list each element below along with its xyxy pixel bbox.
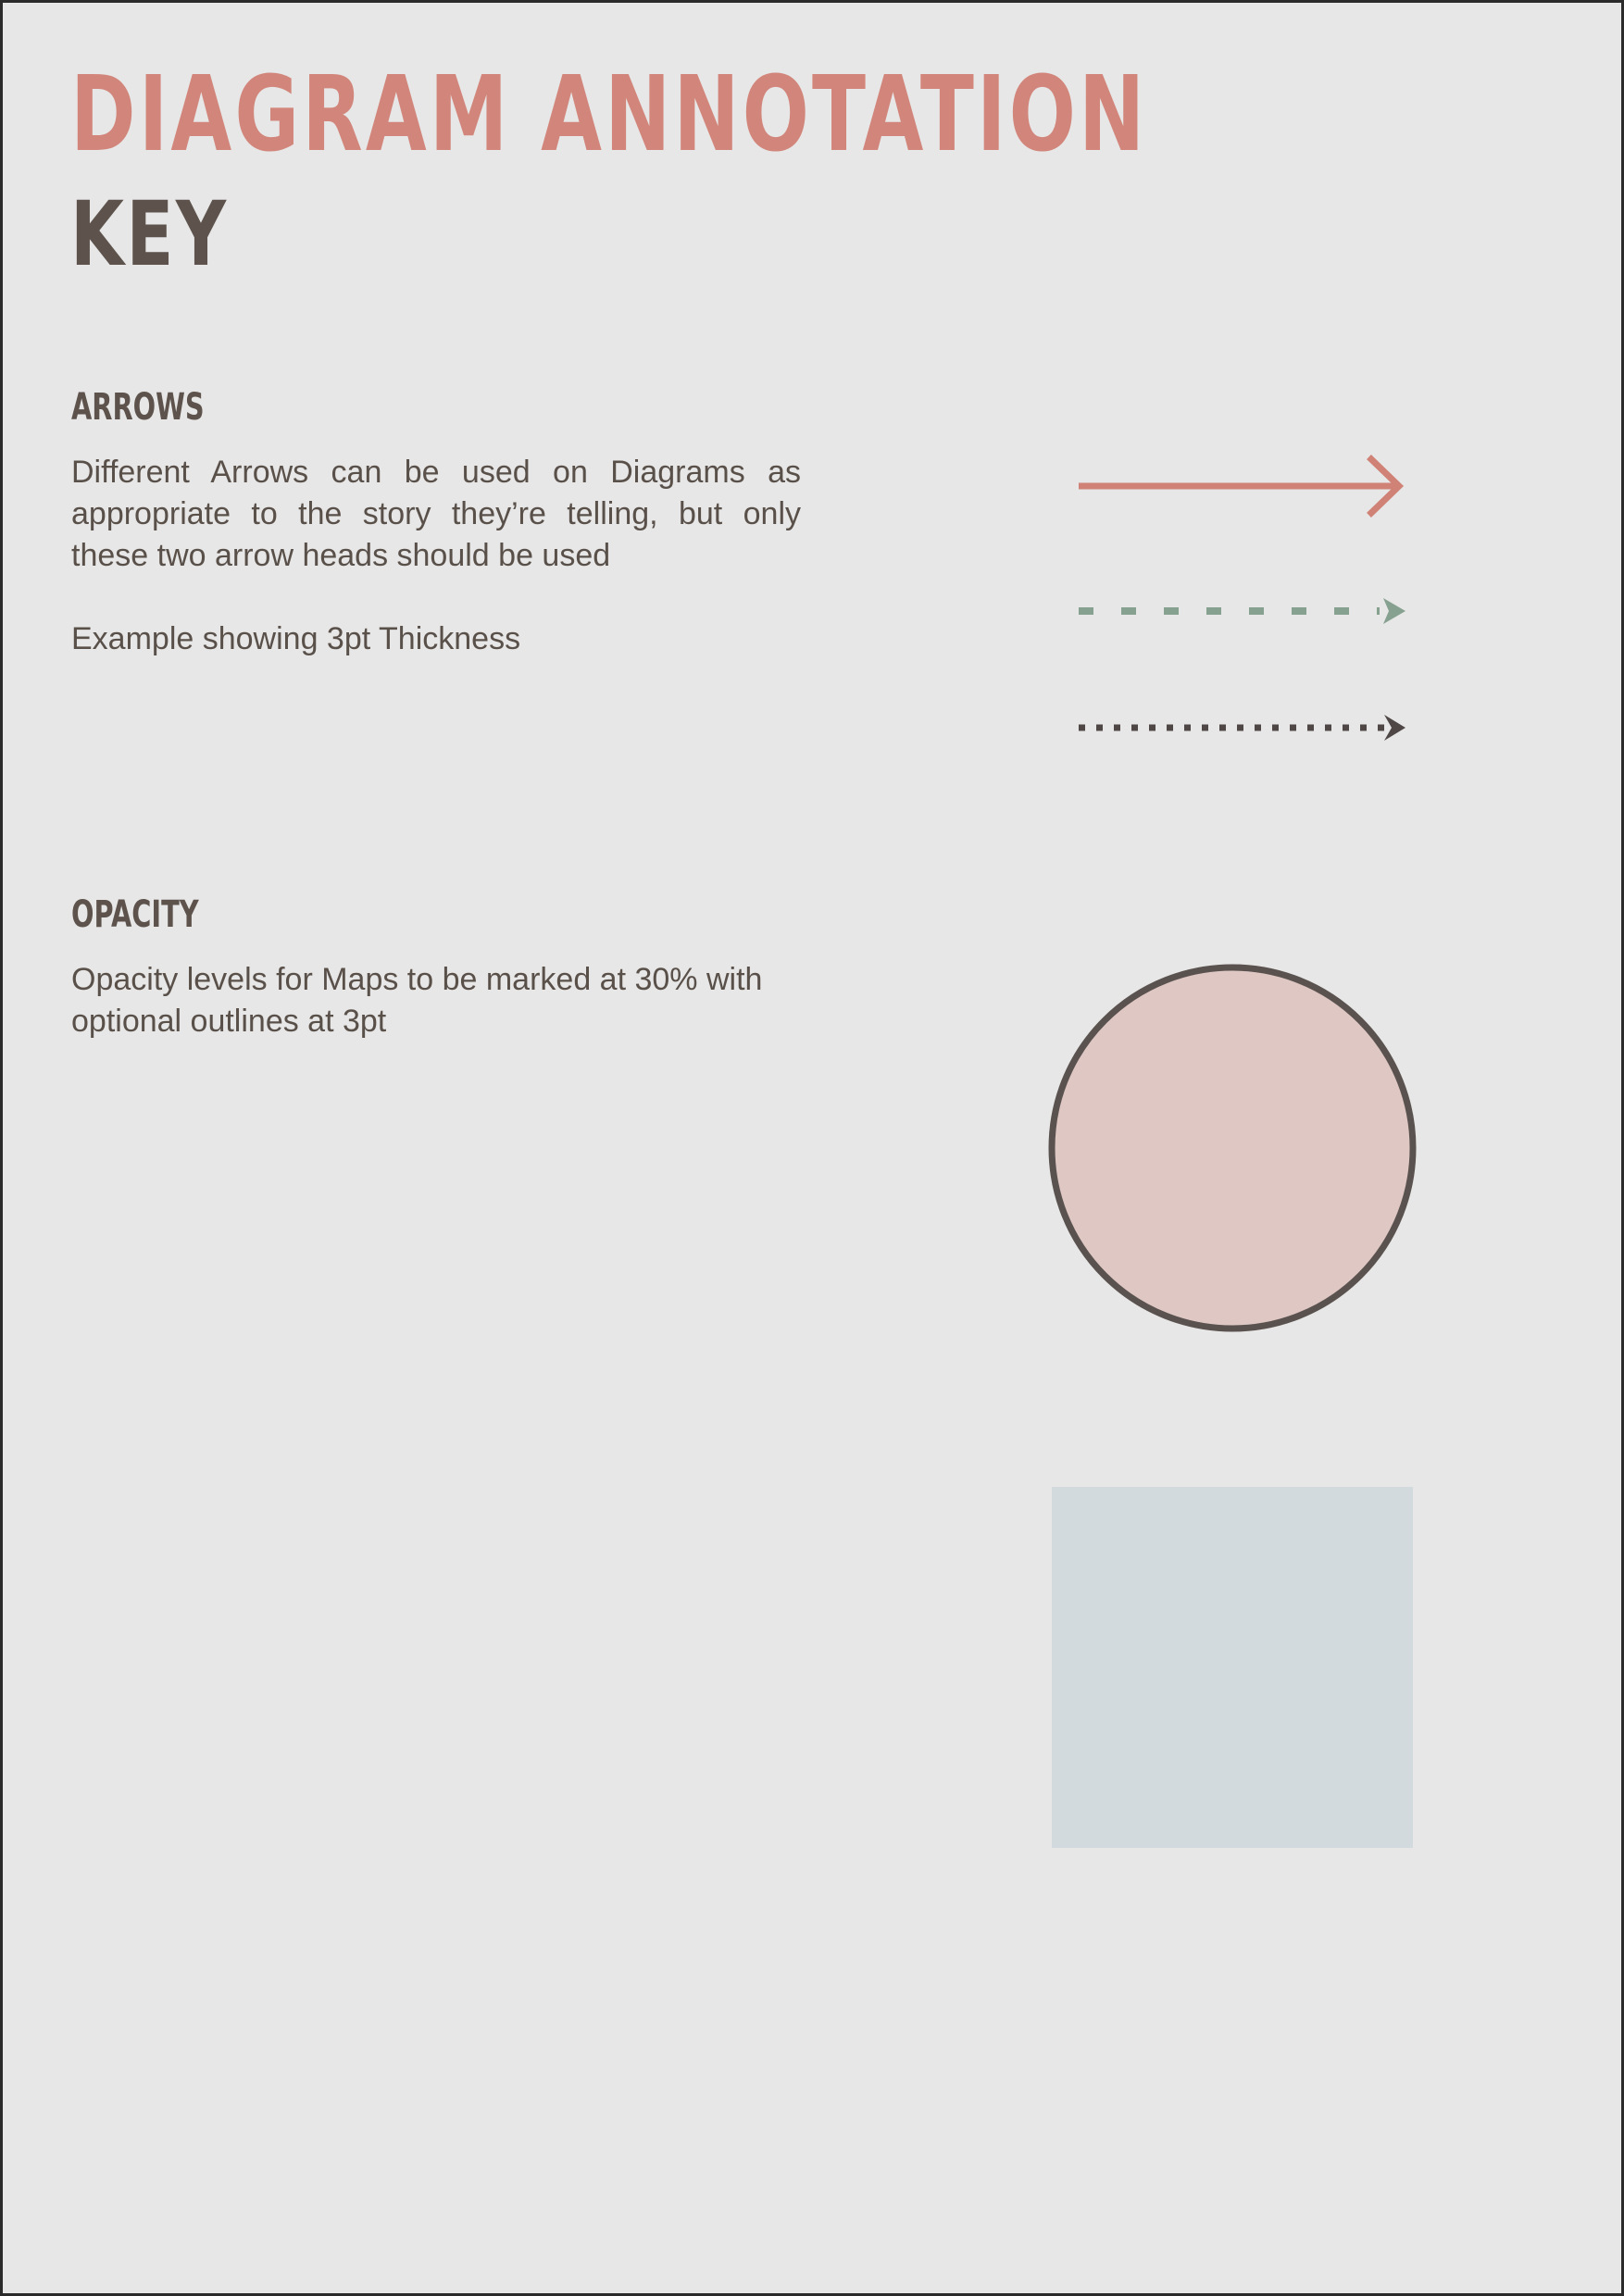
arrows-example-note: Example showing 3pt Thickness — [71, 621, 521, 656]
arrows-heading: ARROWS — [71, 386, 205, 429]
page-title-line-1: DIAGRAM ANNOTATION — [70, 55, 1148, 175]
opacity-description: Opacity levels for Maps to be marked at 30% with optional outlines at 3pt — [71, 962, 763, 1039]
arrows-description: Different Arrows can be used on Diagrams as appropriate to the story they’re telling, but only these two arrow heads should be used — [71, 455, 801, 573]
dashed-arrow-icon — [1079, 598, 1405, 624]
dotted-arrow-icon — [1079, 715, 1405, 741]
opacity-heading: OPACITY — [71, 893, 199, 936]
opacity-square-sample — [1052, 1487, 1413, 1848]
solid-arrow-icon — [1079, 459, 1399, 513]
opacity-circle-sample — [1052, 967, 1413, 1329]
page-title-line-2: KEY — [70, 182, 229, 286]
